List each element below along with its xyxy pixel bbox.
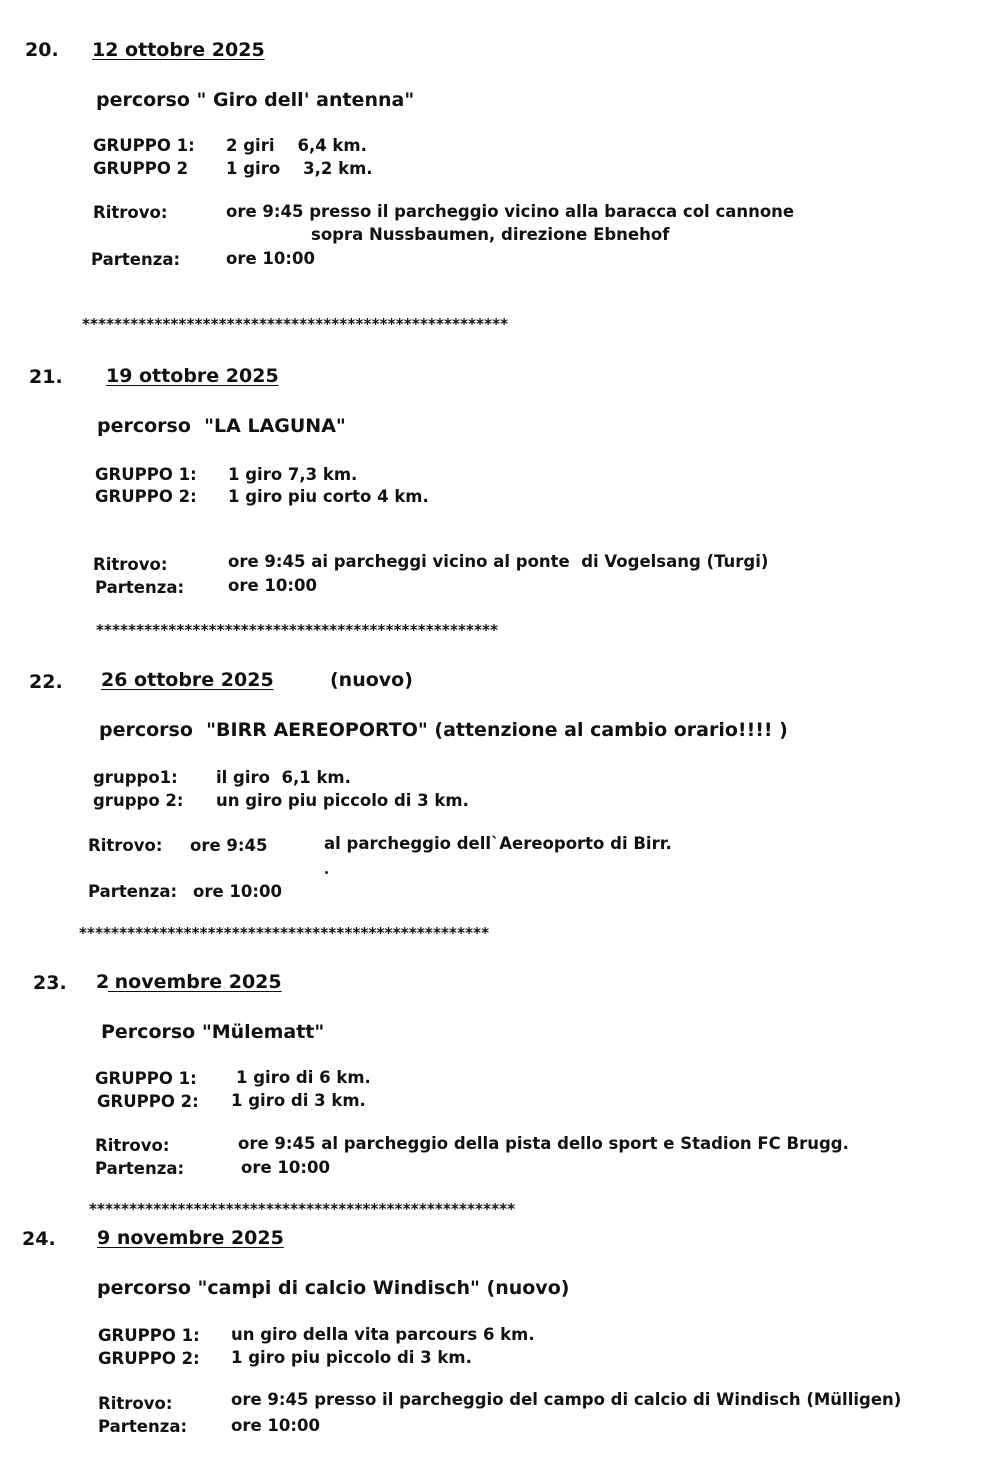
route-title: percorso "LA LAGUNA" bbox=[97, 415, 346, 437]
separator: *************************************************** bbox=[79, 924, 490, 942]
gruppo2-text: 1 giro di 3 km. bbox=[231, 1091, 366, 1110]
gruppo2-text: 1 giro piu corto 4 km. bbox=[228, 487, 429, 506]
gruppo1-label: gruppo1: bbox=[93, 768, 178, 787]
gruppo2-label: gruppo 2: bbox=[93, 791, 184, 810]
partenza-text: ore 10:00 bbox=[231, 1416, 320, 1435]
partenza-label: Partenza: bbox=[98, 1417, 188, 1436]
event-number: 21. bbox=[29, 366, 63, 388]
ritrovo-text: ore 9:45 presso il parcheggio vicino alla baracca col cannone bbox=[226, 202, 795, 221]
partenza-text: ore 10:00 bbox=[228, 576, 317, 595]
gruppo2-text: 1 giro piu piccolo di 3 km. bbox=[231, 1348, 472, 1367]
ritrovo-label: Ritrovo: bbox=[98, 1394, 173, 1413]
event-date: novembre 2025 bbox=[108, 971, 282, 993]
event-number: 24. bbox=[22, 1228, 56, 1250]
event-date: 26 ottobre 2025 bbox=[101, 669, 274, 691]
gruppo2-label: GRUPPO 2: bbox=[98, 1349, 200, 1368]
partenza-text: ore 10:00 bbox=[241, 1158, 330, 1177]
gruppo1-text: il giro 6,1 km. bbox=[216, 768, 351, 787]
ritrovo-label: Ritrovo: bbox=[93, 203, 168, 222]
route-title: Percorso "Mülematt" bbox=[101, 1021, 325, 1043]
route-title: percorso "BIRR AEREOPORTO" (attenzione al cambio orario!!!! ) bbox=[99, 719, 788, 741]
gruppo1-label: GRUPPO 1: bbox=[98, 1326, 200, 1345]
gruppo1-text: un giro della vita parcours 6 km. bbox=[231, 1325, 535, 1344]
gruppo1-text: 1 giro 7,3 km. bbox=[228, 465, 358, 484]
partenza-label: Partenza: bbox=[91, 250, 181, 269]
ritrovo-text: ore 9:45 al parcheggio della pista dello sport e Stadion FC Brugg. bbox=[238, 1134, 849, 1153]
stray-dot bbox=[325, 871, 328, 874]
partenza-label: Partenza: bbox=[95, 578, 185, 597]
ritrovo-label: Ritrovo: bbox=[93, 555, 168, 574]
event-note: (nuovo) bbox=[330, 669, 413, 691]
separator: ***************************************************** bbox=[89, 1200, 516, 1218]
gruppo2-label: GRUPPO 2 bbox=[93, 159, 189, 178]
ritrovo-text: ore 9:45 presso il parcheggio del campo di calcio di Windisch (Mülligen) bbox=[231, 1390, 902, 1409]
event-date: 19 ottobre 2025 bbox=[106, 365, 279, 387]
route-title: percorso "campi di calcio Windisch" (nuovo) bbox=[97, 1277, 570, 1299]
gruppo2-text: un giro piu piccolo di 3 km. bbox=[216, 791, 469, 810]
event-number: 20. bbox=[25, 39, 59, 61]
event-date: 9 novembre 2025 bbox=[97, 1227, 284, 1249]
gruppo1-text: 1 giro di 6 km. bbox=[236, 1068, 371, 1087]
ritrovo-text-line2: sopra Nussbaumen, direzione Ebnehof bbox=[311, 225, 670, 244]
partenza-label: Partenza: bbox=[88, 882, 178, 901]
separator: ************************************************** bbox=[96, 621, 499, 639]
partenza-text: ore 10:00 bbox=[226, 249, 315, 268]
gruppo1-label: GRUPPO 1: bbox=[95, 1069, 197, 1088]
ritrovo-text: ore 9:45 ai parcheggi vicino al ponte di Vogelsang (Turgi) bbox=[228, 552, 769, 571]
event-number: 23. bbox=[33, 972, 67, 994]
ritrovo-label: Ritrovo: bbox=[88, 836, 163, 855]
gruppo1-label: GRUPPO 1: bbox=[95, 465, 197, 484]
partenza-label: Partenza: bbox=[95, 1159, 185, 1178]
ritrovo-label: Ritrovo: bbox=[95, 1136, 170, 1155]
gruppo2-label: GRUPPO 2: bbox=[95, 487, 197, 506]
partenza-text: ore 10:00 bbox=[193, 882, 282, 901]
event-date: 12 ottobre 2025 bbox=[92, 39, 265, 61]
event-number: 22. bbox=[29, 671, 63, 693]
gruppo2-text: 1 giro 3,2 km. bbox=[226, 159, 373, 178]
route-title: percorso " Giro dell' antenna" bbox=[96, 89, 415, 111]
separator: ***************************************************** bbox=[82, 315, 509, 333]
gruppo1-text: 2 giri 6,4 km. bbox=[226, 136, 367, 155]
ritrovo-time: ore 9:45 bbox=[190, 836, 268, 855]
ritrovo-text: al parcheggio dell`Aereoporto di Birr. bbox=[324, 834, 672, 853]
gruppo2-label: GRUPPO 2: bbox=[97, 1092, 199, 1111]
gruppo1-label: GRUPPO 1: bbox=[93, 136, 195, 155]
event-date-prefix: 2 bbox=[96, 971, 110, 993]
